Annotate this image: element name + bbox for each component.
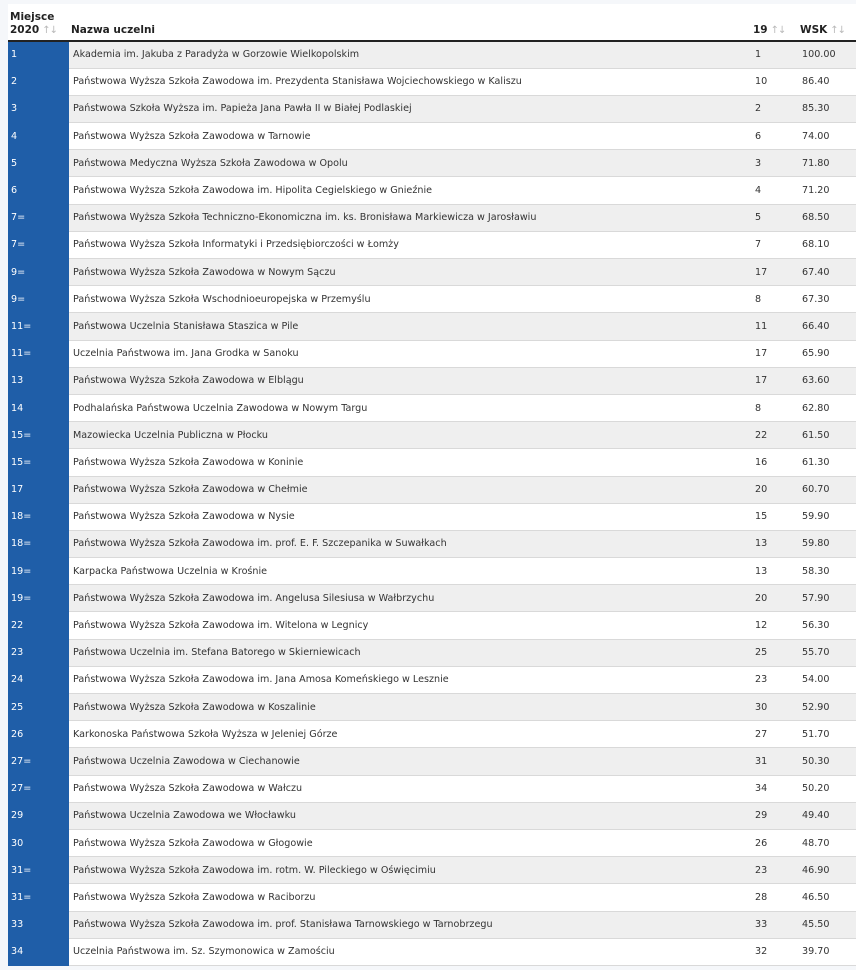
university-name-cell: Państwowa Wyższa Szkoła Zawodowa w Nysie (69, 503, 751, 530)
rank-cell: 11= (8, 313, 69, 340)
prev-rank-cell: 17 (751, 367, 798, 394)
score-cell: 63.60 (798, 367, 856, 394)
table-row (8, 41, 856, 68)
university-name-cell: Państwowa Wyższa Szkoła Zawodowa w Głogowie (69, 829, 751, 856)
prev-rank-cell: 33 (751, 911, 798, 938)
table-row (8, 558, 856, 585)
university-name-cell: Państwowa Wyższa Szkoła Zawodowa w Nowym Sączu (69, 259, 751, 286)
header-rank-line2: 2020 (10, 24, 40, 36)
score-cell: 49.40 (798, 802, 856, 829)
university-name-cell: Państwowa Wyższa Szkoła Zawodowa im. Witelona w Legnicy (69, 612, 751, 639)
rank-cell: 14 (8, 394, 69, 421)
university-name-cell: Podhalańska Państwowa Uczelnia Zawodowa w Nowym Targu (69, 394, 751, 421)
rank-cell: 26 (8, 721, 69, 748)
prev-rank-cell: 3 (751, 150, 798, 177)
rank-cell: 9= (8, 286, 69, 313)
prev-rank-cell: 27 (751, 721, 798, 748)
score-cell: 48.70 (798, 829, 856, 856)
university-name-cell: Państwowa Wyższa Szkoła Zawodowa w Tarnowie (69, 123, 751, 150)
score-cell: 71.80 (798, 150, 856, 177)
header-rank[interactable] (8, 4, 69, 41)
university-name-cell: Państwowa Uczelnia Stanisława Staszica w Pile (69, 313, 751, 340)
header-name[interactable] (69, 4, 751, 41)
prev-rank-cell: 10 (751, 68, 798, 95)
score-cell: 71.20 (798, 177, 856, 204)
score-cell: 62.80 (798, 394, 856, 421)
score-cell: 45.50 (798, 911, 856, 938)
table-row (8, 748, 856, 775)
table-row (8, 68, 856, 95)
score-cell: 58.30 (798, 558, 856, 585)
rank-cell: 33 (8, 911, 69, 938)
score-cell: 39.70 (798, 938, 856, 965)
university-name-cell: Państwowa Wyższa Szkoła Zawodowa w Koninie (69, 449, 751, 476)
rank-cell: 25 (8, 694, 69, 721)
score-cell: 52.90 (798, 694, 856, 721)
score-cell: 100.00 (798, 41, 856, 68)
rank-cell: 1 (8, 41, 69, 68)
university-name-cell: Państwowa Medyczna Wyższa Szkoła Zawodowa w Opolu (69, 150, 751, 177)
university-name-cell: Państwowa Wyższa Szkoła Zawodowa im. rotm. W. Pileckiego w Oświęcimiu (69, 857, 751, 884)
score-cell: 59.90 (798, 503, 856, 530)
table-row (8, 694, 856, 721)
table-row (8, 775, 856, 802)
table-row (8, 938, 856, 965)
prev-rank-cell: 29 (751, 802, 798, 829)
score-cell: 60.70 (798, 476, 856, 503)
prev-rank-cell: 22 (751, 422, 798, 449)
table-row (8, 367, 856, 394)
rank-cell: 5 (8, 150, 69, 177)
university-name-cell: Państwowa Wyższa Szkoła Zawodowa w Koszalinie (69, 694, 751, 721)
score-cell: 67.40 (798, 259, 856, 286)
rank-cell: 18= (8, 530, 69, 557)
university-name-cell: Uczelnia Państwowa im. Sz. Szymonowica w Zamościu (69, 938, 751, 965)
prev-rank-cell: 25 (751, 639, 798, 666)
prev-rank-cell: 8 (751, 394, 798, 421)
university-name-cell: Uczelnia Państwowa im. Jana Grodka w Sanoku (69, 340, 751, 367)
prev-rank-cell: 12 (751, 612, 798, 639)
rank-cell: 3 (8, 95, 69, 122)
university-name-cell: Mazowiecka Uczelnia Publiczna w Płocku (69, 422, 751, 449)
score-cell: 68.10 (798, 231, 856, 258)
university-name-cell: Państwowa Wyższa Szkoła Zawodowa w Wałczu (69, 775, 751, 802)
table-row (8, 829, 856, 856)
header-name-label: Nazwa uczelni (71, 24, 156, 36)
header-score[interactable] (798, 4, 856, 41)
prev-rank-cell: 2 (751, 95, 798, 122)
score-cell: 86.40 (798, 68, 856, 95)
header-score-label: WSK (800, 24, 828, 36)
score-cell: 51.70 (798, 721, 856, 748)
ranking-table-container (8, 4, 856, 966)
rank-cell: 27= (8, 775, 69, 802)
prev-rank-cell: 16 (751, 449, 798, 476)
table-row (8, 530, 856, 557)
university-name-cell: Państwowa Wyższa Szkoła Zawodowa im. prof. E. F. Szczepanika w Suwałkach (69, 530, 751, 557)
prev-rank-cell: 13 (751, 530, 798, 557)
table-row (8, 286, 856, 313)
table-row (8, 394, 856, 421)
university-name-cell: Państwowa Wyższa Szkoła Zawodowa w Raciborzu (69, 884, 751, 911)
rank-cell: 30 (8, 829, 69, 856)
rank-cell: 6 (8, 177, 69, 204)
table-row (8, 259, 856, 286)
score-cell: 85.30 (798, 95, 856, 122)
table-row (8, 177, 856, 204)
rank-cell: 29 (8, 802, 69, 829)
university-name-cell: Państwowa Uczelnia Zawodowa we Włocławku (69, 802, 751, 829)
table-header-row (8, 4, 856, 41)
rank-cell: 17 (8, 476, 69, 503)
table-row (8, 340, 856, 367)
score-cell: 66.40 (798, 313, 856, 340)
rank-cell: 19= (8, 585, 69, 612)
prev-rank-cell: 11 (751, 313, 798, 340)
university-name-cell: Państwowa Wyższa Szkoła Zawodowa im. Prezydenta Stanisława Wojciechowskiego w Kaliszu (69, 68, 751, 95)
score-cell: 50.20 (798, 775, 856, 802)
table-row (8, 612, 856, 639)
rank-cell: 27= (8, 748, 69, 775)
prev-rank-cell: 15 (751, 503, 798, 530)
rank-cell: 7= (8, 231, 69, 258)
table-row (8, 204, 856, 231)
table-row (8, 639, 856, 666)
prev-rank-cell: 31 (751, 748, 798, 775)
score-cell: 74.00 (798, 123, 856, 150)
table-row (8, 95, 856, 122)
table-row (8, 449, 856, 476)
prev-rank-cell: 1 (751, 41, 798, 68)
rank-cell: 24 (8, 666, 69, 693)
prev-rank-cell: 30 (751, 694, 798, 721)
university-name-cell: Karpacka Państwowa Uczelnia w Krośnie (69, 558, 751, 585)
university-name-cell: Państwowa Wyższa Szkoła Zawodowa im. Angelusa Silesiusa w Wałbrzychu (69, 585, 751, 612)
table-row (8, 721, 856, 748)
table-row (8, 313, 856, 340)
rank-cell: 19= (8, 558, 69, 585)
score-cell: 65.90 (798, 340, 856, 367)
table-row (8, 150, 856, 177)
prev-rank-cell: 23 (751, 857, 798, 884)
table-row (8, 802, 856, 829)
sort-icon[interactable]: ↑↓ (42, 25, 57, 36)
rank-cell: 7= (8, 204, 69, 231)
prev-rank-cell: 20 (751, 476, 798, 503)
score-cell: 46.90 (798, 857, 856, 884)
score-cell: 57.90 (798, 585, 856, 612)
prev-rank-cell: 34 (751, 775, 798, 802)
university-name-cell: Państwowa Wyższa Szkoła Techniczno-Ekonomiczna im. ks. Bronisława Markiewicza w Jarosławiu (69, 204, 751, 231)
rank-cell: 11= (8, 340, 69, 367)
rank-cell: 22 (8, 612, 69, 639)
university-name-cell: Państwowa Wyższa Szkoła Zawodowa im. Hipolita Cegielskiego w Gnieźnie (69, 177, 751, 204)
rank-cell: 23 (8, 639, 69, 666)
sort-icon[interactable]: ↑↓ (770, 25, 786, 36)
table-row (8, 585, 856, 612)
sort-icon[interactable]: ↑↓ (830, 25, 846, 36)
rank-cell: 13 (8, 367, 69, 394)
university-name-cell: Państwowa Wyższa Szkoła Zawodowa im. prof. Stanisława Tarnowskiego w Tarnobrzegu (69, 911, 751, 938)
header-rank-line1: Miejsce (10, 11, 55, 23)
score-cell: 46.50 (798, 884, 856, 911)
table-row (8, 857, 856, 884)
table-row (8, 503, 856, 530)
table-row (8, 231, 856, 258)
university-name-cell: Karkonoska Państwowa Szkoła Wyższa w Jeleniej Górze (69, 721, 751, 748)
rank-cell: 2 (8, 68, 69, 95)
university-name-cell: Państwowa Uczelnia im. Stefana Batorego w Skierniewicach (69, 639, 751, 666)
table-row (8, 123, 856, 150)
prev-rank-cell: 17 (751, 340, 798, 367)
score-cell: 54.00 (798, 666, 856, 693)
university-name-cell: Akademia im. Jakuba z Paradyża w Gorzowie Wielkopolskim (69, 41, 751, 68)
table-row (8, 476, 856, 503)
prev-rank-cell: 26 (751, 829, 798, 856)
university-name-cell: Państwowa Wyższa Szkoła Wschodnioeuropejska w Przemyślu (69, 286, 751, 313)
table-row (8, 911, 856, 938)
header-prev-label: 19 (753, 24, 768, 36)
university-name-cell: Państwowa Wyższa Szkoła Zawodowa im. Jana Amosa Komeńskiego w Lesznie (69, 666, 751, 693)
score-cell: 61.30 (798, 449, 856, 476)
score-cell: 55.70 (798, 639, 856, 666)
score-cell: 56.30 (798, 612, 856, 639)
prev-rank-cell: 23 (751, 666, 798, 693)
university-name-cell: Państwowa Uczelnia Zawodowa w Ciechanowie (69, 748, 751, 775)
ranking-table (8, 4, 856, 966)
prev-rank-cell: 17 (751, 259, 798, 286)
university-name-cell: Państwowa Szkoła Wyższa im. Papieża Jana Pawła II w Białej Podlaskiej (69, 95, 751, 122)
table-body (8, 41, 856, 965)
table-row (8, 422, 856, 449)
score-cell: 67.30 (798, 286, 856, 313)
university-name-cell: Państwowa Wyższa Szkoła Zawodowa w Chełmie (69, 476, 751, 503)
rank-cell: 15= (8, 449, 69, 476)
score-cell: 68.50 (798, 204, 856, 231)
score-cell: 61.50 (798, 422, 856, 449)
rank-cell: 9= (8, 259, 69, 286)
university-name-cell: Państwowa Wyższa Szkoła Informatyki i Przedsiębiorczości w Łomży (69, 231, 751, 258)
prev-rank-cell: 20 (751, 585, 798, 612)
header-prev[interactable] (751, 4, 798, 41)
rank-cell: 15= (8, 422, 69, 449)
prev-rank-cell: 4 (751, 177, 798, 204)
table-row (8, 884, 856, 911)
prev-rank-cell: 32 (751, 938, 798, 965)
rank-cell: 18= (8, 503, 69, 530)
rank-cell: 31= (8, 857, 69, 884)
prev-rank-cell: 8 (751, 286, 798, 313)
prev-rank-cell: 28 (751, 884, 798, 911)
rank-cell: 34 (8, 938, 69, 965)
prev-rank-cell: 5 (751, 204, 798, 231)
prev-rank-cell: 7 (751, 231, 798, 258)
score-cell: 59.80 (798, 530, 856, 557)
university-name-cell: Państwowa Wyższa Szkoła Zawodowa w Elblągu (69, 367, 751, 394)
rank-cell: 4 (8, 123, 69, 150)
prev-rank-cell: 6 (751, 123, 798, 150)
rank-cell: 31= (8, 884, 69, 911)
table-row (8, 666, 856, 693)
score-cell: 50.30 (798, 748, 856, 775)
prev-rank-cell: 13 (751, 558, 798, 585)
